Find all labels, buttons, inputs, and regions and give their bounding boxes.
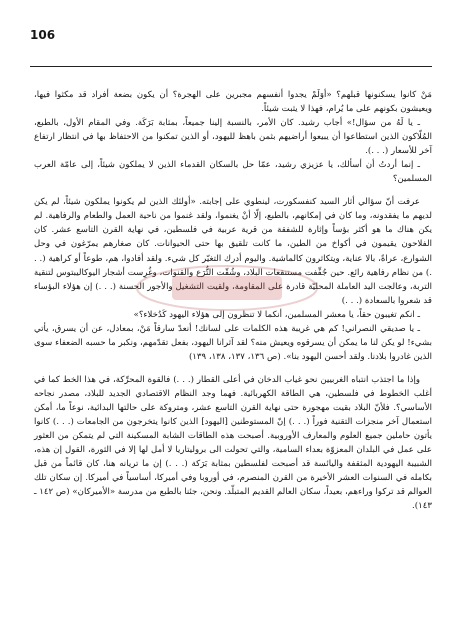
- header-rule: [30, 66, 432, 67]
- paragraph-6: ـ يا صديقي النصراني! كم هي غريبة هذه الكلمات على لسانك! أنعدّ سارقاً مَنْ، بمعادل، عن أن يسرق، يأتي بشيء! لو يكن لنا ما يمكن أن يسرقوه ويعيش منه؟ لقد آثرانا اليهود، بفعل تقدّمهم، ونكبر ما حسبه الضعفاء سوى الذين غادروا بلادنا. ولقد أحسن اليهود بنا». (ص ١٣٦، ١٣٧، ١٣٨، ١٣٩): [34, 323, 432, 362]
- paragraph-5: ـ انكم تغيبون حقاً، يا معشر المسلمين، أنكما لا تنظرون إلى هؤلاء اليهود كَدُخلاء؟»: [133, 309, 420, 320]
- paragraph-7: وإذا ما اجتذب انتباه الغربيين نحو غياب الدخان في أعلى القطار (. . .) فالقوة المحرِّكة، في هذا الخط كما في أغلب الخطوط في فلسطين، هي الطاقة الكهربائية. فهما وجد النظام الاقتصادي الجديد للبلاد، مصدر نجاحه الأساسي؟. فلأنّ البلاد بقيت مهجورة حتى نهاية القرن التاسع عشر، ومتروكة على حالتها البدائية، نوعاً ما، أمكن استعمال آخر منجزات التقنية فوراً (. . .) إنّ المستوطنين [اليهود] الذين كانوا يتخرجون من الجامعات (. . .) كانوا يأتون حاملين جميع العلوم والمعارف الأوروبية. أصبحت هذه الطاقات الشابة المسكينة التي لم يتمكن من العثور على عمل في البلدان المعزوّة بعداء السامية، والتي تحولت الى بروليتاريا لا أمل لها إلا في الثورة، القول إن هذه، الشبيبة اليهودية المثقفة واليائسة قد أصبحت لفلسطين بمثابة بَرَكة (. . .) إن ما تريانه هنا، كان قائماً من قبل بكامله في السنوات العشر الأخيرة من القرن المنصرم، في أوروبا وفي أميركا، أساسياً في أميركا. إن سكان تلك العوالم قد تركوا وراءهم، بعيداً، سكان العالم القديم المتبلّد. ونحن، جئنا بالطبع من مدرسة «الأميركان» (ص ١٤٢ ـ ١٤٣).: [34, 374, 432, 512]
- paragraph-1: مَنْ كانوا يسكنونها قبلهم؟ «أوَلَمْ يجدوا أنفسهم مجبرين على الهجرة؟ أن يكون بضعة أفراد قد مكثوا فيها، ويعيشون بكونهم على ما يُرام، فهذا لا يثبت شيئاً.: [34, 90, 432, 115]
- body-text: [34, 88, 432, 513]
- paragraph-4: عرفت أنّ سؤالي أثار السيد كنفسكورت، لينطوي على إجابته. «أولئك الذين لم يكونوا يملكون شيئاً، لم يكن لديهم ما يفقدونه، وما كان في إمكانهم، بالطبع، إلّا أنْ يغنموا، ولقد غنموا من ناحية العمل والطعام والرفاهية. لم يكن هناك ما هو أكثر بؤساً وإثارة للشفقة من قرية عربية في فلسطين، في نهاية القرن التاسع عشر. كان الفلاحون يقيمون في أكواخ من الطين، ما كانت تلقيق بها حتى الحيوانات. كان صغارهم يمرّغون في وحل الشوارع، عراةً، بالا عناية، ويتكاثرون كالماشية. واليوم أدرك التغيّر كل شيء. ولقد أفادوا، هم، طوعاً أو كراهية (. . .) من نظام رفاهية رائع. حين جُفِّفت مستنقعات البلاد، وشُقّت التُّرَع والقنوات، وغُرِست أشجار اليوكاليبتوس لتنقية التربة، وعالجت اليد العاملة المحليّة قادرة على المقاومة، ولقيت التشغيل والأجور الحسنة (. . .) إن هؤلاء البؤساء قد شعروا بالسعادة (. . .): [34, 197, 432, 306]
- paragraph-3: ـ إنما أردتُ أن أسألك، يا عزيزي رشيد، عمّا حل بالسكان القدماء الذين لا يملكون شيئاً، إلى عامّة العرب المسلمين؟: [34, 160, 432, 185]
- paragraph-2: ـ يا لَهُ من سؤال!» أجاب رشيد. كان الأمر، بالنسبة إلينا جميعاً، بمثابة بَرَكَة. وفي المقام الأول، بالطبع، المُلّاكون الذين استطاعوا أن يبيعوا أراضيهم بثمن باهظ لليهود، أو الذين تمكنوا من الاحتفاظ بها في انتظار ارتفاع آخر للأسعار (. . .).: [34, 118, 432, 157]
- page-number: 106: [30, 28, 56, 42]
